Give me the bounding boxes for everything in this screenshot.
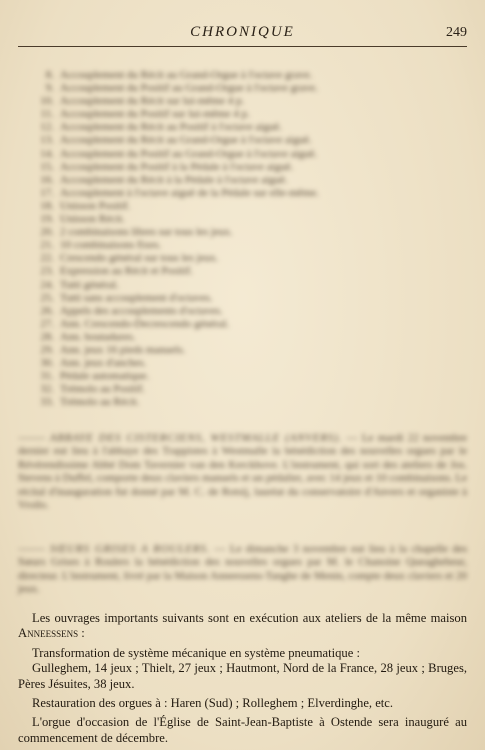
list-item-number: 17.: [40, 186, 54, 199]
list-item-text: 2 combinaisons libres sur tous les jeux.: [60, 226, 233, 239]
list-item: [30, 95, 390, 108]
list-item: [30, 213, 390, 226]
list-item-number: 8.: [45, 69, 54, 81]
paragraph-roulers-dash: ⸻: [18, 543, 50, 555]
list-item-number: 11.: [40, 108, 54, 121]
running-title: CHRONIQUE: [190, 24, 295, 40]
list-item-number: 29.: [40, 343, 54, 356]
paragraph-roulers-heading: SŒURS GRISES A ROULERS.: [49, 543, 211, 555]
list-item-number: 26.: [40, 304, 54, 317]
list-item-number: 20.: [40, 226, 54, 239]
list-item: [30, 108, 390, 121]
paragraph-roulers: [18, 543, 467, 597]
list-item-text: Ann. boutadures.: [60, 330, 136, 343]
list-item-text: Accouplement du Positif au Grand-Orgue à l'octave grave.: [60, 82, 318, 95]
list-item-number: 31.: [40, 370, 54, 383]
list-item: [30, 383, 390, 396]
list-item: [30, 292, 390, 305]
list-item-text: 10 combinaisons fixes.: [60, 239, 162, 252]
list-item-text: Accouplement du Récit sur lui-même 4 p.: [60, 95, 245, 108]
stop-list: [30, 69, 390, 409]
list-item-text: Ann. jeux 16 pieds manuels.: [60, 343, 186, 356]
list-item: [30, 187, 390, 200]
list-item-number: 13.: [40, 134, 54, 147]
list-item: [30, 121, 390, 134]
list-item: [30, 344, 390, 357]
list-item-text: Accouplement du Récit au Positif à l'octave aiguë.: [60, 121, 282, 134]
page-number: 249: [446, 25, 467, 40]
list-item: [30, 148, 390, 161]
list-item-number: 27.: [40, 317, 54, 330]
list-item: [30, 265, 390, 278]
main-text-block: [18, 611, 467, 746]
list-item-text: Crescendo général sur tous les jeux.: [60, 252, 219, 265]
list-item-number: 18.: [40, 199, 54, 212]
list-item: [30, 357, 390, 370]
list-item-number: 14.: [40, 147, 54, 160]
list-item: [30, 396, 390, 409]
list-item-text: Appels des accouplements d'octaves.: [60, 304, 223, 317]
paragraph-westmalle: [18, 432, 467, 512]
list-item: [30, 239, 390, 252]
list-item: [30, 370, 390, 383]
list-item-text: Unisson Récit.: [60, 213, 125, 226]
list-item-text: Unisson Positif.: [60, 199, 131, 212]
list-item-text: Tutti général.: [60, 278, 119, 291]
list-item-number: 21.: [40, 239, 54, 252]
list-item-text: Ann. Crescendo-Decrescendo général.: [60, 317, 230, 330]
list-item-text: Ann. jeux d'anches.: [60, 357, 147, 370]
list-item-number: 32.: [40, 383, 54, 396]
paragraph-westmalle-heading: ABBAYE DES CISTERCIENS, WESTMALLE (ANVERS).: [49, 432, 343, 444]
list-item: [30, 305, 390, 318]
ostende-line: L'orgue d'occasion de l'Église de Saint-Jean-Baptiste à Ostende sera inauguré au commencement de décembre.: [18, 715, 467, 745]
list-item-text: Accouplement du Récit au Grand-Orgue à l'octave grave.: [60, 69, 313, 81]
list-item-number: 10.: [40, 95, 54, 108]
list-item: [30, 174, 390, 187]
list-item-number: 12.: [40, 121, 54, 134]
list-item: [30, 69, 390, 82]
list-item: [30, 226, 390, 239]
list-item: [30, 331, 390, 344]
list-item: [30, 318, 390, 331]
works-intro-colon: :: [78, 626, 85, 641]
restoration-line: Restauration des orgues à : Haren (Sud) ; Rolleghem ; Elverdinghe, etc.: [32, 696, 394, 711]
works-intro-text: Les ouvrages importants suivants sont en exécution aux ateliers de la même maison: [32, 611, 467, 625]
transformation-line: Transformation de système mécanique en système pneumatique :: [32, 645, 360, 660]
list-item: [30, 200, 390, 213]
list-item-number: 23.: [40, 265, 54, 278]
list-item-text: Expression au Récit et Positif.: [60, 265, 193, 278]
list-item-text: Accouplement du Récit au Grand-Orgue à l'octave aiguë.: [60, 134, 312, 147]
list-item: [30, 252, 390, 265]
list-item-text: Accouplement du Positif à la Pédale à l'octave aiguë.: [60, 160, 294, 173]
list-item: [30, 279, 390, 292]
list-item-number: 24.: [40, 278, 54, 291]
list-item-text: Pédale automatique.: [60, 370, 150, 383]
list-item-number: 33.: [40, 396, 54, 409]
list-item-text: Accouplement à l'octave aiguë de la Pédale sur elle-même.: [60, 186, 319, 199]
list-item-number: 15.: [40, 160, 54, 173]
list-item-text: Tutti sans accouplement d'octaves.: [60, 291, 213, 304]
transformation-places: Gulleghem, 14 jeux ; Thielt, 27 jeux ; Hautmont, Nord de la France, 28 jeux ; Bruges, Pères Jésuites, 38 jeux.: [18, 661, 467, 691]
list-item: [30, 134, 390, 147]
list-item-text: Accouplement du Positif sur lui-même 4 p.: [60, 108, 250, 121]
paragraph-roulers-body: — Le dimanche 3 novembre eut lieu à la chapelle des Sœurs Grises à Roulers la bénédiction des nouvelles orgues par M. le Chanoine Queaghebeur, directeur. L'instrument, livré par la Maison Anneessens-Tanghe de Menin, compte deux claviers et 20 jeux.: [18, 543, 467, 596]
header-rule: [18, 46, 467, 47]
list-item-number: 30.: [40, 357, 54, 370]
list-item: [30, 82, 390, 95]
list-item-number: 9.: [45, 82, 54, 95]
list-item-number: 16.: [40, 173, 54, 186]
page-header: [18, 24, 467, 48]
list-item-number: 28.: [40, 330, 54, 343]
list-item-number: 19.: [40, 213, 54, 226]
list-item-text: Trémolo au Récit.: [60, 396, 140, 409]
house-name: Anneessens: [18, 626, 79, 641]
list-item-text: Accouplement du Positif au Grand-Orgue à l'octave aiguë.: [60, 147, 318, 160]
list-item-text: Accouplement du Récit à la Pédale à l'octave aiguë.: [60, 173, 288, 186]
works-intro: [18, 611, 467, 642]
paragraph-westmalle-dash: ⸻: [18, 432, 50, 444]
list-item-text: Trémolo au Positif.: [60, 383, 145, 396]
list-item: [30, 161, 390, 174]
paragraph-westmalle-body: — Le mardi 22 novembre dernier eut lieu à l'abbaye des Trappistes à Westmalle la bénédiction des nouvelles orgues par le Révérendissime Abbé Dom Tavernier van den Kerckhove. L'instrument, qui sort des ateliers de Jos. Stevens à Duffel, comporte deux claviers manuels et un pédalier, avec 14 jeux et 10 combinaisons. Le récital d'inauguration fut donné par M. C. de Rotsij, lauréat du conservatoire d'Anvers et organiste à Vroilo.: [18, 432, 467, 512]
list-item-number: 25.: [40, 291, 54, 304]
list-item-number: 22.: [40, 252, 54, 265]
